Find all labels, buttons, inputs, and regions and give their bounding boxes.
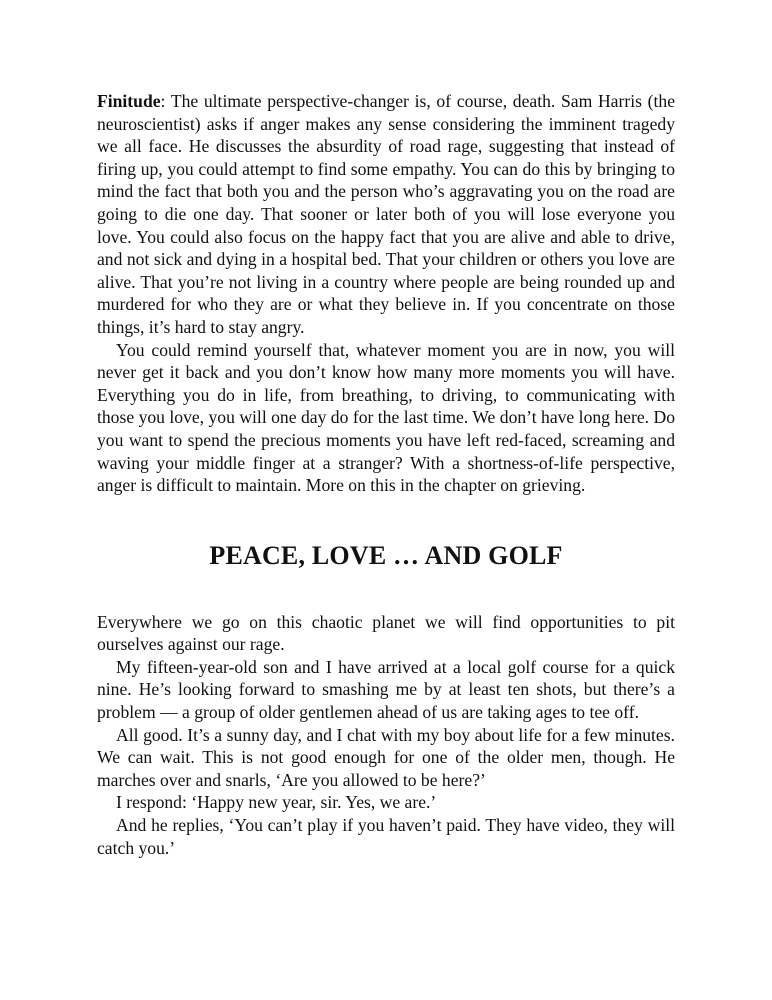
opportunities-paragraph: Everywhere we go on this chaotic planet we will find opportunities to pit ourselves against our rage. bbox=[97, 611, 675, 655]
reply-paragraph: And he replies, ‘You can’t play if you haven’t paid. They have video, they will catch you.’ bbox=[97, 815, 675, 858]
moments-paragraph: You could remind yourself that, whatever moment you are in now, you will never get it back and you don’t know how many more moments you will have. Everything you do in life, from breathing, to driving, to communicating with those you love, you will one day do for the last time. We don’t have long here. Do you want to spend the precious moments you have left red-faced, screaming and waving your middle finger at a stranger? With a shortness-of-life perspective, anger is difficult to maintain. More on this in the chapter on grieving. bbox=[97, 339, 675, 496]
book-page bbox=[97, 90, 675, 859]
golf-course-paragraph: My fifteen-year-old son and I have arrived at a local golf course for a quick nine. He’s looking forward to smashing me by at least ten shots, but there’s a problem — a group of older gentlemen ahead of us are taking ages to tee off. bbox=[97, 656, 675, 723]
finitude-term: Finitude bbox=[97, 91, 161, 111]
response-paragraph: I respond: ‘Happy new year, sir. Yes, we are.’ bbox=[116, 792, 437, 813]
finitude-paragraph bbox=[97, 90, 675, 339]
finitude-paragraph-text: : The ultimate perspective-changer is, of course, death. Sam Harris (the neuroscientist) asks if anger makes any sense considering the imminent tragedy we all face. He discusses the absurdity of road rage, suggesting that instead of firing up, you could attempt to find some empathy. You can do this by bringing to mind the fact that both you and the person who’s aggravating you on the road are going to die one day. That sooner or later both of you will lose everyone you love. You could also focus on the happy fact that you are alive and able to drive, and not sick and dying in a hospital bed. That your children or others you love are alive. That you’re not living in a country where people are being rounded up and murdered for who they are or what they believe in. If you concentrate on those things, it’s hard to stay angry. bbox=[97, 91, 675, 337]
section-heading: PEACE, LOVE … AND GOLF bbox=[209, 540, 563, 570]
sunny-day-paragraph: All good. It’s a sunny day, and I chat with my boy about life for a few minutes. We can wait. This is not good enough for one of the older men, though. He marches over and snarls, ‘Are you allowed to be here?’ bbox=[97, 724, 675, 790]
